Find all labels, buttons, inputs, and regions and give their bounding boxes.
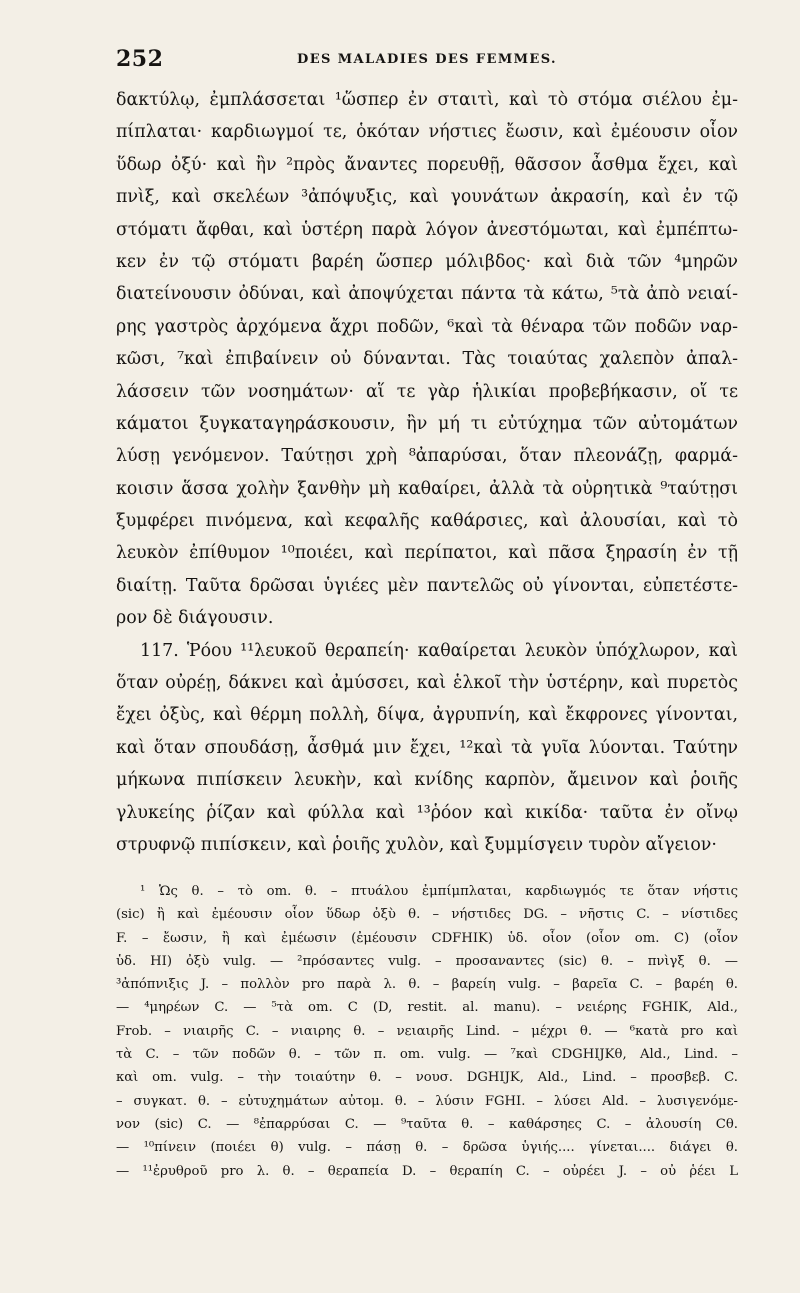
text-line: κεν ἐν τῷ στόματι βαρέη ὥσπερ μόλιβδος· καὶ διὰ τῶν ⁴μηρῶν — [116, 251, 738, 272]
text-line: λύσῃ γενόμενον. Ταύτῃσι χρὴ ⁸ἀπαρύσαι, ὅταν πλεονάζῃ, φαρμά- — [116, 446, 738, 467]
footnote-line: — ¹¹ἐρυθροῦ pro λ. θ. – θεραπεία D. – θεραπίη C. – οὐρέει J. – οὐ ῥέει L — [116, 1163, 738, 1179]
text-line: γλυκείης ῥίζαν καὶ φύλλα καὶ ¹³ῥόον καὶ κικίδα· ταῦτα ἐν οἴνῳ — [116, 802, 738, 823]
footnote-line: — ¹⁰πίνειν (ποιέει θ) vulg. – πάσῃ θ. – δρῶσα ὑγιής.... γίνεται.... διάγει θ. — [116, 1140, 738, 1156]
footnote-line: καὶ om. vulg. – τὴν τοιαύτην θ. – νουσ. DGHIJK, Ald., Lind. – προσβεβ. C. — [116, 1070, 738, 1086]
text-line: διαίτῃ. Ταῦτα δρῶσαι ὑγιέες μὲν παντελῶς οὐ γίνονται, εὐπετέστε- — [116, 575, 738, 596]
text-line: κοισιν ἅσσα χολὴν ξανθὴν μὴ καθαίρει, ἀλλὰ τὰ οὐρητικὰ ⁹ταύτῃσι — [116, 478, 738, 499]
text-line: ρης γαστρὸς ἀρχόμενα ἄχρι ποδῶν, ⁶καὶ τὰ θέναρα τῶν ποδῶν ναρ- — [116, 316, 738, 337]
footnote-line: (sic) ἢ καὶ ἐμέουσιν οἷον ὕδωρ ὀξὺ θ. – νήστιδες DG. – νῆστις C. – νίστιδες — [116, 907, 738, 923]
text-line: ἔχει ὀξὺς, καὶ θέρμη πολλὴ, δίψα, ἀγρυπνίη, καὶ ἔκφρονες γίνονται, — [116, 705, 738, 726]
text-line: λευκὸν ἐπίθυμον ¹⁰ποιέει, καὶ περίπατοι, καὶ πᾶσα ξηρασίη ἐν τῇ — [116, 543, 738, 564]
footnote-line: ὑδ. HI) ὀξὺ vulg. — ²πρόσαντες vulg. – προσαναντες (sic) θ. – πνὶγξ θ. — — [116, 953, 738, 969]
page-header — [116, 46, 738, 76]
footnote-line: ³ἀπόπνιξις J. – πολλὸν pro παρὰ λ. θ. – βαρείη vulg. – βαρεῖα C. – βαρέη θ. — [116, 977, 738, 993]
footnote-line: νον (sic) C. — ⁸ἐπαρρύσαι C. — ⁹ταῦτα θ. – καθάρσηες C. – ἀλουσίη Cθ. — [116, 1116, 738, 1132]
text-line: ὕδωρ ὀξύ· καὶ ἢν ²πρὸς ἄναντες πορευθῇ, θᾶσσον ἆσθμα ἔχει, καὶ — [116, 154, 738, 175]
text-line: κάματοι ξυγκαταγηράσκουσιν, ἢν μή τι εὐτύχημα τῶν αὐτομάτων — [116, 413, 738, 434]
text-line: κῶσι, ⁷καὶ ἐπιβαίνειν οὐ δύνανται. Τὰς τοιαύτας χαλεπὸν ἀπαλ- — [116, 349, 738, 370]
text-line: ὅταν οὐρέῃ, δάκνει καὶ ἀμύσσει, καὶ ἑλκοῖ τὴν ὑστέρην, καὶ πυρετὸς — [116, 673, 738, 694]
text-line: δακτύλῳ, ἐμπλάσσεται ¹ὥσπερ ἐν σταιτὶ, καὶ τὸ στόμα σιέλου ἐμ- — [116, 90, 738, 110]
footnote-line: F. – ἔωσιν, ἢ καὶ ἐμέωσιν (ἐμέουσιν CDFHIK) ὑδ. οἷον (οἷον om. C) (οἷον — [116, 930, 738, 946]
text-line: στόματι ἄφθαι, καὶ ὑστέρη παρὰ λόγον ἀνεστόμωται, καὶ ἐμπέπτω- — [116, 219, 738, 240]
text-line: πίπλαται· καρδιωγμοί τε, ὁκόταν νήστιες ἔωσιν, καὶ ἐμέουσιν οἷον — [116, 122, 738, 143]
footnote-line: ¹ Ὡς θ. – τὸ om. θ. – πτυάλου ἐμπίμπλαται, καρδιωγμός τε ὅταν νήστις — [140, 884, 738, 899]
footnote-line: τὰ C. – τῶν ποδῶν θ. – τῶν π. om. vulg. — ⁷καὶ CDGHIJKθ, Ald., Lind. – — [116, 1047, 738, 1063]
text-line: μήκωνα πιπίσκειν λευκὴν, καὶ κνίδης καρπὸν, ἄμεινον καὶ ῥοιῆς — [116, 770, 738, 791]
footnote-line: – συγκατ. θ. – εὐτυχημάτων αὐτομ. θ. – λύσιν FGHI. – λύσει Ald. – λυσιγενόμε- — [116, 1093, 738, 1109]
text-line: ξυμφέρει πινόμενα, καὶ κεφαλῆς καθάρσιες, καὶ ἀλουσίαι, καὶ τὸ — [116, 511, 738, 532]
text-line: καὶ ὅταν σπουδάσῃ, ἆσθμά μιν ἔχει, ¹²καὶ τὰ γυῖα λύονται. Ταύτην — [116, 737, 738, 758]
text-line: λάσσειν τῶν νοσημάτων· αἵ τε γὰρ ἡλικίαι προβεβήκασιν, οἵ τε — [116, 381, 738, 402]
text-line: στρυφνῷ πιπίσκειν, καὶ ῥοιῆς χυλὸν, καὶ ξυμμίσγειν τυρὸν αἴγειον· — [116, 834, 717, 855]
footnotes — [116, 880, 738, 1183]
text-line: πνὶξ, καὶ σκελέων ³ἀπόψυξις, καὶ γουνάτων ἀκρασίη, καὶ ἐν τῷ — [116, 187, 738, 208]
running-head: DES MALADIES DES FEMMES. — [297, 52, 557, 67]
text-line: 117. Ῥόου ¹¹λευκοῦ θεραπείη· καθαίρεται λευκὸν ὑπόχλωρον, καὶ — [140, 640, 738, 661]
main-text — [116, 84, 738, 861]
footnote-line: Frob. – νιαιρῆς C. – νιαιρης θ. – νειαιρῆς Lind. – μέχρι θ. — ⁶κατὰ pro καὶ — [116, 1023, 738, 1039]
text-line: ρον δὲ διάγουσιν. — [116, 608, 274, 629]
page-number: 252 — [116, 46, 164, 72]
text-line: διατείνουσιν ὀδύναι, καὶ ἀποψύχεται πάντα τὰ κάτω, ⁵τὰ ἀπὸ νειαί- — [116, 284, 738, 305]
footnote-line: — ⁴μηρέων C. — ⁵τὰ om. C (D, restit. al. manu). – νειέρης FGHIK, Ald., — [116, 1000, 738, 1016]
